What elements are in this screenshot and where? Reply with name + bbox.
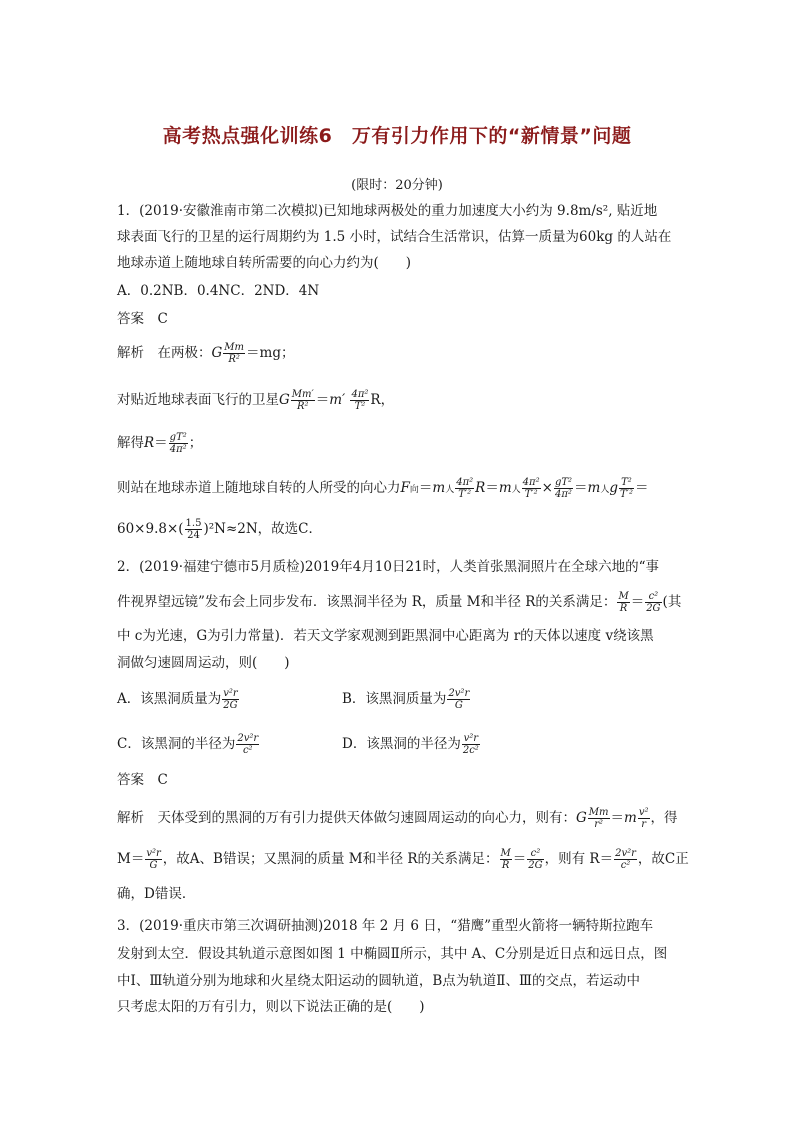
q1-line-3: 地球赤道上随地球自转所需要的向心力约为( ) xyxy=(117,255,412,271)
q2-analysis-1: 解析 天体受到的黑洞的万有引力提供天体做匀速圆周运动的向心力，则有：G $\frac{Mm}{\text{r²}}$ ＝m $\frac{\text{v²}}{r}$ ，得 xyxy=(117,807,678,830)
q2-answer: 答案 C xyxy=(117,772,168,788)
q2-option-d: D．该黑洞的半径为 $\frac{\text{v²r}}{\text{2c²}}$ xyxy=(342,733,479,756)
q2-option-a: A．该黑洞质量为 $\frac{\text{v²r}}{2G}$ xyxy=(117,688,238,711)
q1-line-2: 球表面飞行的卫星的运行周期约为 1.5 小时，试结合生活常识，估算一质量为60kg 的人站在 xyxy=(117,229,672,245)
q2-analysis-3: 确，D错误． xyxy=(117,886,196,902)
q2-line-3: 中 c为光速，G为引力常量)．若天文学家观测到距黑洞中心距离为 r的天体以速度 v绕该黑 xyxy=(117,628,654,644)
q1-analysis-4: 则站在地球赤道上随地球自转的人所受的向心力F向＝m人 $\frac{\text{4π²}}{\text{T′²}}$ R＝m人 $\frac{\text{4π²}}{\text{T′²}}$ × $\frac{\text{gT²}}{\text{4π²}}$ ＝m人g $\frac{\text{T²}}{\text{T′²}}$ ＝ xyxy=(117,477,649,500)
q2-line-4: 洞做匀速圆周运动，则( ) xyxy=(117,655,290,671)
q1-analysis-5: 60×9.8×( $\frac{1.5}{24}$ )²N≈2N，故选C． xyxy=(117,518,322,541)
q2-option-c: C．该黑洞的半径为 $\frac{\text{2v²r}}{\text{c²}}$ xyxy=(117,733,259,756)
q1-options: A．0.2NB．0.4NC．2ND．4N xyxy=(117,283,320,299)
q3-line-2: 发射到太空．假设其轨道示意图如图 1 中椭圆Ⅱ所示，其中 A、C分别是近日点和远日点，图 xyxy=(117,946,668,962)
q3-line-4: 只考虑太阳的万有引力，则以下说法正确的是( ) xyxy=(117,999,425,1015)
page-title: 高考热点强化训练6 万有引力作用下的“新情景”问题 xyxy=(162,125,632,147)
q2-analysis-2: M＝ $\frac{\text{v²r}}{G}$ ，故A、B错误；又黑洞的质量 M和半径 R的关系满足： $\frac{M}{R}$ ＝ $\frac{\text{c²}}{2G}$ ，则有 R＝ $\frac{\text{2v²r}}{\text{c²}}$ ，故C正 xyxy=(117,848,689,871)
q3-line-1: 3．(2019·重庆市第三次调研抽测)2018 年 2 月 6 日，“猎鹰”重型火箭将一辆特斯拉跑车 xyxy=(117,918,654,934)
q2-line-1: 2．(2019·福建宁德市5月质检)2019年4月10日21时，人类首张黑洞照片在全球六地的“事 xyxy=(117,559,660,575)
q1-analysis-3: 解得R＝ $\frac{\text{gT²}}{\text{4π²}}$ ； xyxy=(117,432,203,455)
q3-line-3: 中Ⅰ、Ⅲ轨道分别为地球和火星绕太阳运动的圆轨道，B点为轨道Ⅱ、Ⅲ的交点，若运动中 xyxy=(117,973,640,989)
q1-analysis-2: 对贴近地球表面飞行的卫星G $\frac{Mm'}{\text{R²}}$ ＝m′ $\frac{\text{4π²}}{\text{T²}}$ R， xyxy=(117,389,395,412)
q1-analysis-1: 解析 在两极：G $\frac{Mm}{\text{R²}}$ ＝mg； xyxy=(117,342,295,365)
q2-line-2: 件视界望远镜”发布会上同步发布．该黑洞半径为 R，质量 M和半径 R的关系满足： $\frac{M}{R}$ ＝ $\frac{\text{c²}}{2G}$ (其 xyxy=(117,591,682,614)
q1-answer: 答案 C xyxy=(117,311,168,327)
q1-line-1: 1．(2019·安徽淮南市第二次模拟)已知地球两极处的重力加速度大小约为 9.8m/s², 贴近地 xyxy=(117,203,658,219)
q2-option-b: B．该黑洞质量为 $\frac{\text{2v²r}}{G}$ xyxy=(342,688,470,711)
time-limit: (限时：20分钟) xyxy=(351,178,443,193)
